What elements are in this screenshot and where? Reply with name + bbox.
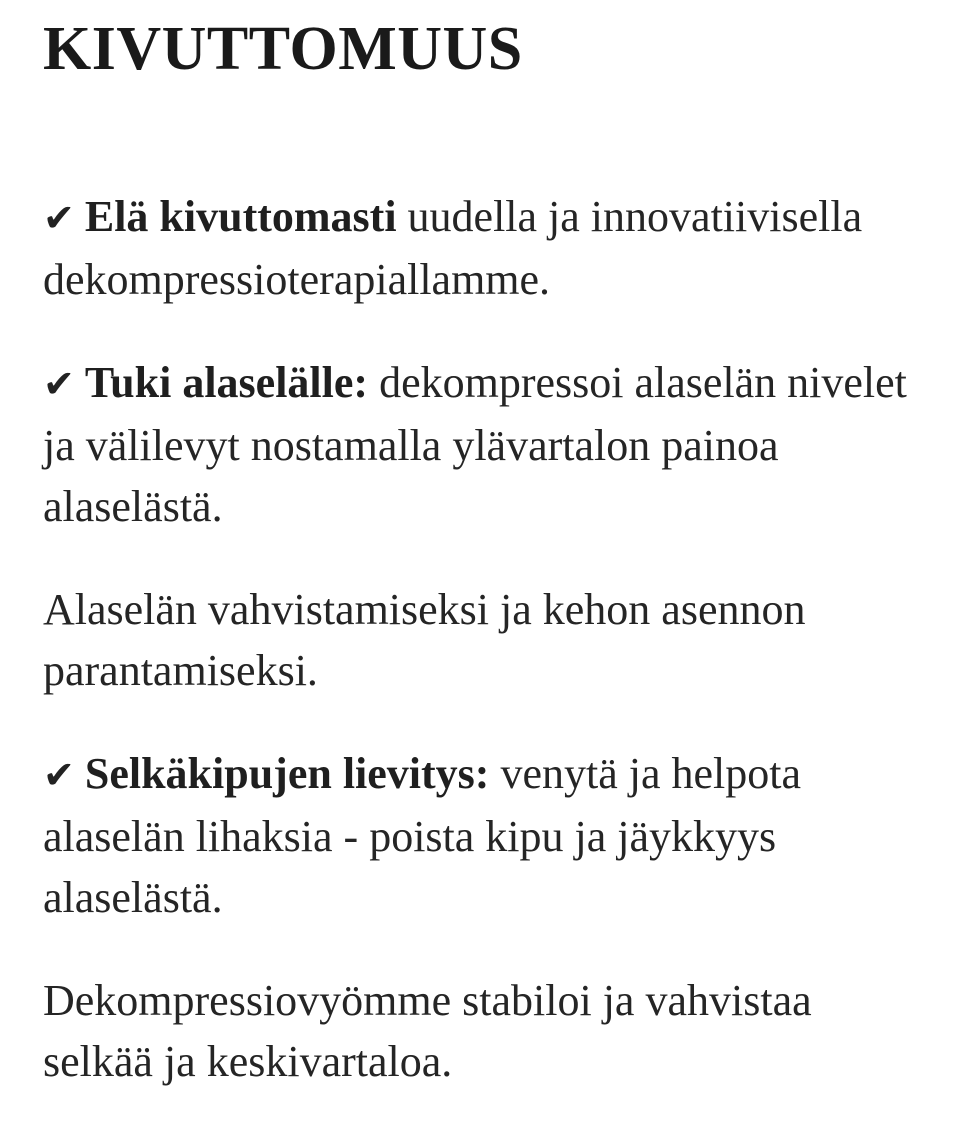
- page-title: KIVUTTOMUUS: [43, 15, 523, 83]
- benefit-heading: Elä kivuttomasti: [84, 192, 397, 241]
- benefit-text: venytä ja helpota alaselän lihaksia - poista kipu ja jäykkyys alaselästä.: [43, 749, 802, 922]
- benefit-text: dekompressoi alaselän nivelet ja välilevyt nostamalla ylävartalon painoa alaselästä.: [43, 358, 907, 531]
- plain-paragraph-stabilizes: Dekompressiovyömme stabiloi ja vahvistaa selkää ja keskivartaloa.: [43, 976, 812, 1086]
- checkmark-icon: ✔: [43, 753, 75, 797]
- checkmark-icon: ✔: [43, 362, 75, 406]
- benefit-heading: Tuki alaselälle:: [84, 358, 369, 407]
- benefit-paragraph-painless: [43, 186, 923, 310]
- content-column: [43, 14, 923, 1092]
- benefit-paragraph-lower-back-support: [43, 352, 923, 537]
- benefit-heading: Selkäkipujen lievitys:: [84, 749, 490, 798]
- checkmark-icon: ✔: [43, 196, 75, 240]
- plain-paragraph-strengthening: Alaselän vahvistamiseksi ja kehon asennon parantamiseksi.: [43, 585, 806, 695]
- benefit-paragraph-back-pain-relief: [43, 743, 923, 928]
- benefit-text: uudella ja innovatiivisella dekompressioterapiallamme.: [43, 192, 863, 304]
